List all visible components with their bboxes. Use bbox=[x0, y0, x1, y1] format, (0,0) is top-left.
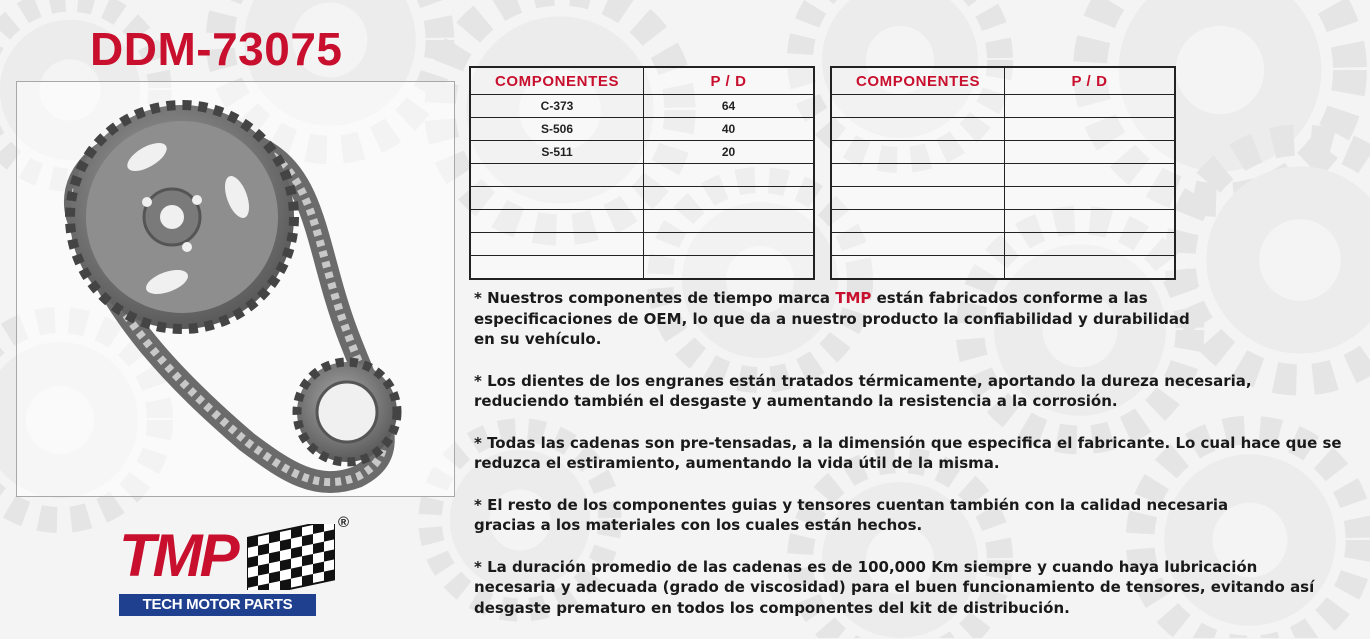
logo-wordmark: TMP bbox=[119, 522, 237, 589]
note-gear-teeth bbox=[474, 371, 1354, 412]
pd-cell bbox=[644, 233, 815, 256]
pd-cell bbox=[1005, 187, 1176, 210]
component-cell bbox=[831, 187, 1005, 210]
pd-cell bbox=[1005, 141, 1176, 164]
pd-cell bbox=[1005, 233, 1176, 256]
component-cell bbox=[831, 256, 1005, 280]
component-cell bbox=[831, 95, 1005, 118]
note-text: especificaciones de OEM, lo que da a nuestro producto la confiabilidad y durabilidad bbox=[474, 309, 1190, 328]
component-cell bbox=[831, 118, 1005, 141]
component-cell bbox=[831, 164, 1005, 187]
table-row bbox=[831, 95, 1175, 118]
pd-cell bbox=[644, 210, 815, 233]
table-row bbox=[470, 187, 814, 210]
component-cell: S-506 bbox=[470, 118, 644, 141]
logo-tagline: TECH MOTOR PARTS bbox=[119, 594, 316, 616]
note-chain-lifespan bbox=[474, 557, 1354, 619]
pd-cell bbox=[1005, 256, 1176, 280]
note-chains bbox=[474, 433, 1354, 474]
table-row bbox=[470, 210, 814, 233]
note-text: * Nuestros componentes de tiempo marca bbox=[474, 289, 836, 307]
pd-cell bbox=[644, 164, 815, 187]
product-code-title: DDM-73075 bbox=[90, 23, 343, 75]
table-header-componentes: COMPONENTES bbox=[470, 67, 644, 95]
table-row bbox=[831, 233, 1175, 256]
table-row bbox=[470, 95, 814, 118]
component-cell: S-511 bbox=[470, 141, 644, 164]
component-cell bbox=[470, 164, 644, 187]
pd-cell bbox=[1005, 210, 1176, 233]
note-text: * La duración promedio de las cadenas es de 100,000 Km siempre y cuando haya lubricación bbox=[474, 557, 1258, 576]
note-text: * Los dientes de los engranes están tratados térmicamente, aportando la dureza necesaria, bbox=[474, 371, 1252, 390]
brand-name: TMP bbox=[835, 289, 872, 307]
table-row bbox=[831, 141, 1175, 164]
note-text: necesaria y adecuada (grado de viscosidad) para el buen funcionamiento de tensores, evitando así bbox=[474, 578, 1315, 596]
pd-cell: 20 bbox=[644, 141, 815, 164]
note-text: gracias a los materiales con los cuales están hechos. bbox=[474, 516, 923, 534]
pd-cell bbox=[644, 256, 815, 280]
table-row bbox=[831, 210, 1175, 233]
note-text: están fabricados conforme a las bbox=[871, 289, 1148, 307]
table-row bbox=[831, 187, 1175, 210]
note-oem bbox=[474, 288, 1354, 350]
pd-cell bbox=[1005, 118, 1176, 141]
table-row bbox=[831, 118, 1175, 141]
pd-cell: 64 bbox=[644, 95, 815, 118]
table-row bbox=[831, 256, 1175, 280]
note-text: reduzca el estiramiento, aumentando la vida útil de la misma. bbox=[474, 454, 1000, 472]
product-photo-frame bbox=[16, 81, 455, 497]
component-cell bbox=[831, 141, 1005, 164]
table-header-componentes: COMPONENTES bbox=[831, 67, 1005, 95]
table-header-pd: P / D bbox=[644, 67, 815, 95]
table-row bbox=[831, 164, 1175, 187]
component-cell bbox=[831, 233, 1005, 256]
tmp-logo bbox=[117, 514, 357, 618]
pd-cell bbox=[1005, 164, 1176, 187]
components-table-right bbox=[830, 66, 1176, 280]
note-text: desgaste prematuro en todos los componentes del kit de distribución. bbox=[474, 598, 1070, 617]
checkered-flag-icon bbox=[247, 524, 335, 590]
component-cell bbox=[470, 256, 644, 280]
table-row bbox=[470, 118, 814, 141]
note-text: en su vehículo. bbox=[474, 330, 602, 348]
registered-mark: ® bbox=[338, 514, 350, 531]
note-text: reduciendo también el desgaste y aumentando la resistencia a la corrosión. bbox=[474, 392, 1118, 410]
note-guides-tensioners bbox=[474, 495, 1354, 536]
pd-cell: 40 bbox=[644, 118, 815, 141]
product-notes bbox=[474, 288, 1354, 639]
note-text: * Todas las cadenas son pre-tensadas, a la dimensión que especifica el fabricante. Lo cual hace que se bbox=[474, 433, 1342, 452]
table-row bbox=[470, 141, 814, 164]
timing-chain-gear-set-icon bbox=[17, 82, 454, 496]
component-cell bbox=[470, 210, 644, 233]
note-text: * El resto de los componentes guias y tensores cuentan también con la calidad necesaria bbox=[474, 495, 1229, 514]
table-row bbox=[470, 233, 814, 256]
components-table-left bbox=[469, 66, 815, 280]
component-cell: C-373 bbox=[470, 95, 644, 118]
component-cell bbox=[470, 187, 644, 210]
component-cell bbox=[470, 233, 644, 256]
table-header-pd: P / D bbox=[1005, 67, 1176, 95]
pd-cell bbox=[1005, 95, 1176, 118]
component-cell bbox=[831, 210, 1005, 233]
table-row bbox=[470, 256, 814, 280]
pd-cell bbox=[644, 187, 815, 210]
table-row bbox=[470, 164, 814, 187]
